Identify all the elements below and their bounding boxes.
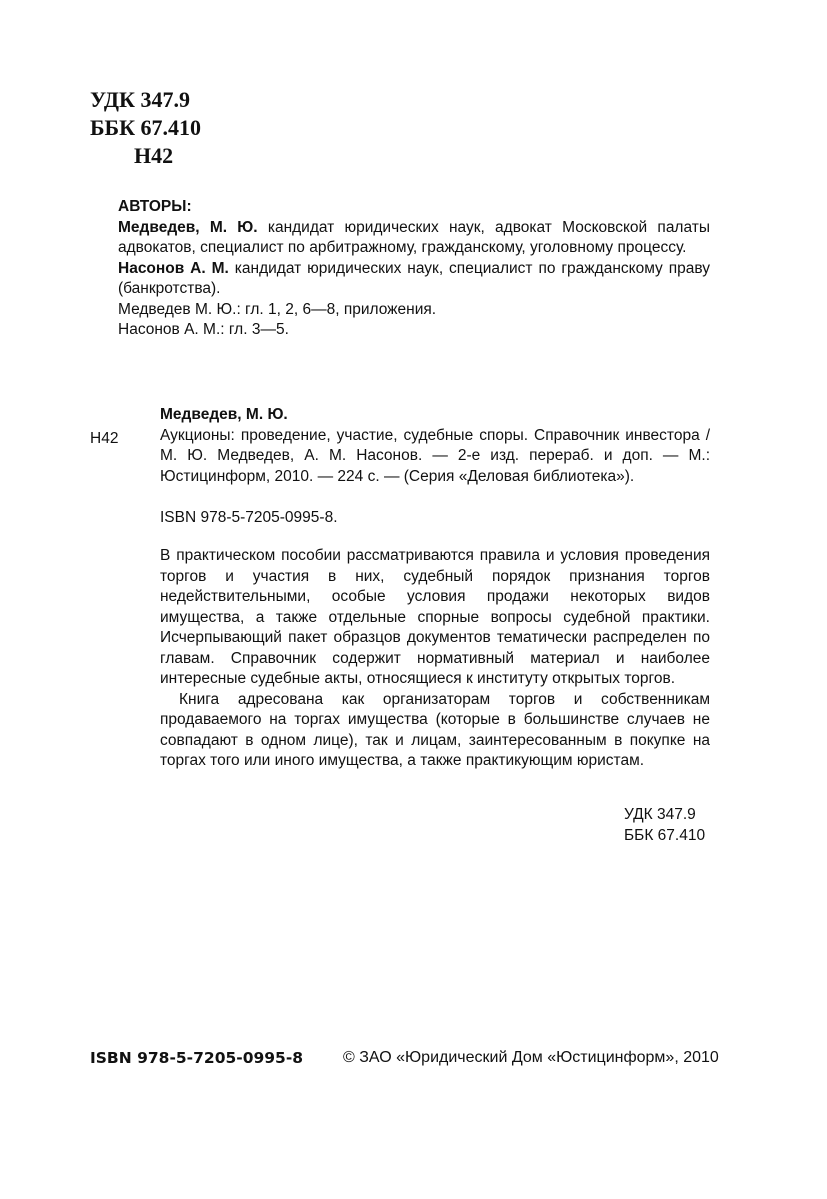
- udk-code: УДК 347.9: [90, 87, 191, 112]
- classification-block: [90, 86, 201, 170]
- abstract-paragraph: В практическом пособии рассматриваются правила и условия проведения торгов и участия в них, судебный порядок признания торгов недействительными, особые условия продажи некоторых видов имущества, а также отдельные спорные вопросы судебной практики. Исчерпывающий пакет образцов документов тематически распределен по главам. Справочник содержит нормативный материал и наиболее интересные судебные акты, относящиеся к институту открытых торгов.: [160, 547, 710, 687]
- authors-heading: АВТОРЫ:: [118, 198, 192, 215]
- bbk-code: ББК 67.410: [90, 115, 202, 140]
- catalog-isbn: ISBN 978-5-7205-0995-8.: [160, 509, 338, 526]
- abstract-paragraph: Книга адресована как организаторам торгов и собственникам продаваемого на торгах имущества (которые в большинстве случаев не совпадают в одном лице), так и лицам, заинтересованным в покупке на торгах того или иного имущества, а также практикующим юристам.: [160, 690, 710, 769]
- author-description: кандидат юридических наук, специалист по гражданскому праву (банкротства).: [118, 259, 710, 297]
- copyright-notice: © ЗАО «Юридический Дом «Юстицинформ», 2010: [343, 1049, 719, 1066]
- classification-bottom: [624, 805, 705, 846]
- catalog-author: Медведев, М. Ю.: [160, 406, 288, 423]
- author-entry: [118, 259, 710, 300]
- author-contribution: Медведев М. Ю.: гл. 1, 2, 6—8, приложения.: [118, 300, 437, 318]
- footer: [90, 1049, 730, 1068]
- footer-isbn: ISBN 978-5-7205-0995-8: [90, 1049, 304, 1067]
- catalog-card: [90, 405, 710, 487]
- abstract-block: [160, 546, 710, 772]
- author-name: Насонов А. М.: [118, 259, 229, 277]
- bbk-code-bottom: ББК 67.410: [624, 826, 706, 844]
- authors-block: [118, 197, 710, 341]
- author-contribution: Насонов А. М.: гл. 3—5.: [118, 321, 289, 338]
- catalog-description: Аукционы: проведение, участие, судебные споры. Справочник инвестора / М. Ю. Медведев, А. М. Насонов. — 2-е изд. перераб. и доп. — М.: Юстицинформ, 2010. — 224 с. — (Серия «Деловая библиотека»).: [160, 426, 710, 485]
- author-description: кандидат юридических наук, адвокат Московской палаты адвокатов, специалист по арбитражному, гражданскому, уголовному процессу.: [118, 218, 710, 256]
- catalog-code: Н42: [90, 430, 119, 447]
- author-mark: Н42: [134, 143, 174, 168]
- author-name: Медведев, М. Ю.: [118, 218, 258, 236]
- udk-code-bottom: УДК 347.9: [624, 806, 696, 823]
- author-entry: [118, 218, 710, 259]
